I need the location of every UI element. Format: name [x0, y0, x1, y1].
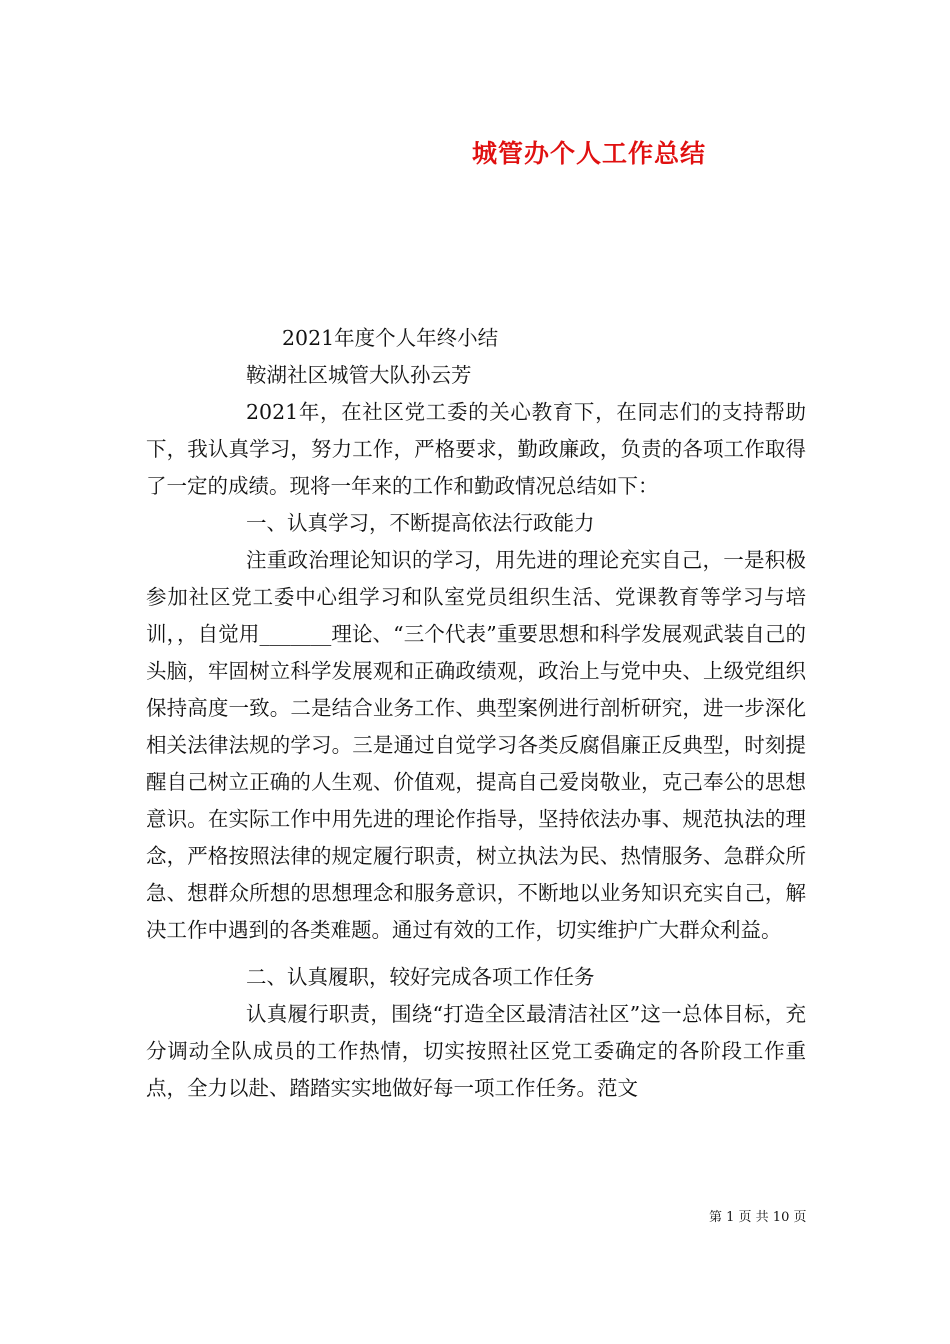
- section-heading-2: 二、认真履职，较好完成各项工作任务: [246, 965, 595, 989]
- subtitle: 2021年度个人年终小结: [282, 326, 499, 350]
- document-body: [146, 320, 806, 1107]
- document-title: 城管办个人工作总结: [472, 139, 707, 168]
- page-indicator: 第 1 页 共 10 页: [709, 1210, 807, 1225]
- paragraph-section-2: 认真履行职责，围绕“打造全区最清洁社区”这一总体目标，充分调动全队成员的工作热情，切实按照社区党工委确定的各阶段工作重点，全力以赴、踏踏实实地做好每一项工作任务。范文: [146, 1002, 806, 1100]
- author-line: 鞍湖社区城管大队孙云芳: [246, 363, 472, 387]
- section-heading-1: 一、认真学习，不断提高依法行政能力: [246, 511, 595, 535]
- paragraph-section-1: 注重政治理论知识的学习，用先进的理论充实自己，一是积极参加社区党工委中心组学习和队室党员组织生活、党课教育等学习与培训，，自觉用_______理论、“三个代表”重要思想和科学发展观武装自己的头脑，牢固树立科学发展观和正确政绩观，政治上与党中央、上级党组织保持高度一致。二是结合业务工作、典型案例进行剖析研究，进一步深化相关法律法规的学习。三是通过自觉学习各类反腐倡廉正反典型，时刻提醒自己树立正确的人生观、价值观，提高自己爱岗敬业，克己奉公的思想意识。在实际工作中用先进的理论作指导，坚持依法办事、规范执法的理念，严格按照法律的规定履行职责，树立执法为民、热情服务、急群众所急、想群众所想的思想理念和服务意识，不断地以业务知识充实自己，解决工作中遇到的各类难题。通过有效的工作，切实维护广大群众利益。: [146, 548, 806, 942]
- paragraph-intro: 2021年，在社区党工委的关心教育下，在同志们的支持帮助下，我认真学习，努力工作，严格要求，勤政廉政，负责的各项工作取得了一定的成绩。现将一年来的工作和勤政情况总结如下：: [146, 400, 806, 498]
